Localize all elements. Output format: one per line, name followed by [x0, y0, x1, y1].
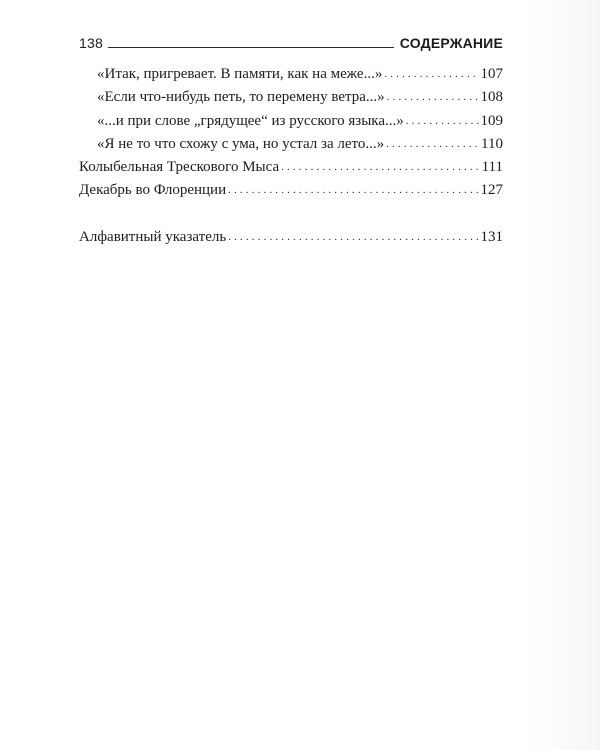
dot-leader [387, 88, 479, 105]
toc-entry-title: «Итак, пригревает. В памяти, как на меже...» [97, 66, 383, 82]
toc-entry[interactable] [79, 159, 503, 182]
toc-entry-page: 107 [480, 66, 503, 82]
dot-leader [281, 158, 480, 175]
table-of-contents [79, 66, 503, 252]
toc-entry[interactable] [79, 89, 503, 112]
dot-leader [386, 135, 479, 152]
section-title: СОДЕРЖАНИЕ [399, 35, 503, 51]
toc-entry-title: Алфавитный указатель [79, 228, 227, 245]
toc-entry[interactable] [79, 136, 503, 159]
dot-leader [228, 228, 478, 245]
toc-entry-page: 108 [480, 89, 503, 106]
toc-entry-title: Колыбельная Трескового Мыса [79, 159, 280, 176]
toc-entry[interactable] [79, 229, 503, 252]
toc-entry-title: «Я не то что схожу с ума, но устал за лето...» [97, 135, 385, 152]
toc-entry-title: «Если что-нибудь петь, то перемену ветра...» [97, 89, 385, 106]
toc-entry-title: Декабрь во Флоренции [79, 182, 227, 199]
dot-leader [384, 65, 478, 82]
header-rule [108, 47, 394, 48]
running-header [79, 30, 503, 50]
dot-leader [406, 112, 479, 129]
toc-entry-title: «...и при слове „грядущее“ из русского языка...» [97, 112, 404, 129]
toc-entry-page: 127 [480, 182, 503, 199]
toc-spacer [79, 206, 503, 229]
toc-entry[interactable] [79, 113, 503, 136]
toc-entry-page: 109 [480, 112, 503, 129]
toc-entry-page: 111 [481, 159, 503, 176]
toc-entry-page: 110 [481, 135, 503, 152]
page-number: 138 [79, 35, 103, 51]
toc-entry[interactable] [79, 182, 503, 205]
toc-entry-page: 131 [480, 228, 503, 245]
dot-leader [228, 181, 478, 198]
toc-entry[interactable] [79, 66, 503, 89]
